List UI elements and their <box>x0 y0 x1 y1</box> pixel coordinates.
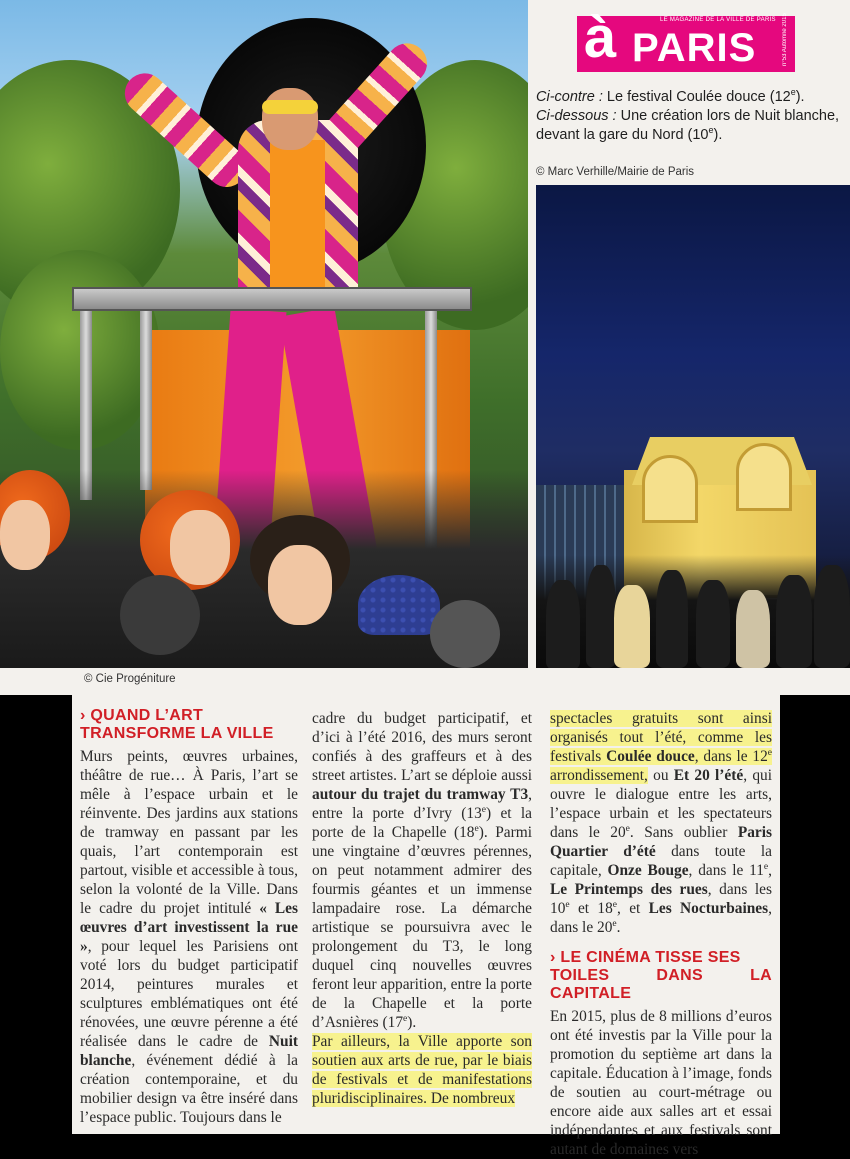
chevron-right-icon: › <box>80 707 86 724</box>
caption-label-left: Ci-contre : <box>536 89 603 105</box>
caption-label-below: Ci-dessous : <box>536 108 617 124</box>
article-column-3 <box>550 709 772 1159</box>
chevron-right-icon: › <box>550 949 556 966</box>
article <box>72 695 780 1158</box>
article-column-2 <box>312 709 532 1108</box>
nuit-blanche-photo <box>536 185 850 668</box>
photo-credit-right: © Marc Verhille/Mairie de Paris <box>536 166 695 178</box>
logo-issue-number: n°53 Automne 2015 <box>782 13 788 66</box>
festival-photo <box>0 0 528 668</box>
paragraph: Murs peints, œuvres urbaines, théâtre de rue… À Paris, l’art se mêle à l’espace urbain et le réinvente. Des jardins aux stations de tramway en passant par les quais, l’art contemporain est partout, visible et accessible à tous, selon la volonté de la Ville. Dans le cadre du projet intitulé « Les œuvres d’art investissent la rue », pour lequel les Parisiens ont voté lors du budget participatif 2014, peintures murales et sculptures emblématiques ont été rénovées, une œuvre pérenne a été réalisée dans le cadre de Nuit blanche, événement dédié à la création contemporaine, et du mobilier design va être inséré dans l’espace public. Toujours dans le <box>80 748 298 1126</box>
logo-accent-letter: à <box>584 5 617 70</box>
paragraph: cadre du budget participatif, et d’ici à l’été 2016, des murs seront confiés à des graffeurs et à des street artistes. L’art se déploie aussi autour du trajet du tramway T3, entre la porte d’Ivry (13e) et la porte de la Chapelle (18e). Parmi une vingtaine d’œuvres pérennes, on peut notamment admirer des fourmis géantes et un immense lampadaire rose. La démarche artistique se poursuivra avec le prolongement du T3, le long duquel cinq nouvelles œuvres feront leur apparition, entre la porte de la Chapelle et la porte d’Asnières (17e). <box>312 710 532 1031</box>
article-column-1 <box>80 707 298 1127</box>
highlighted-paragraph: Par ailleurs, la Ville apporte son soutien aux arts de rue, par le biais de festivals et de manifestations pluridisciplinaires. De nombreux <box>312 1033 532 1107</box>
caption-text-left: Le festival Coulée douce (12 <box>602 89 791 105</box>
section-heading-cinema: › LE CINÉMA TISSE SES TOILES DANS LA CAPITALE <box>550 949 772 1002</box>
photo-caption: Ci-contre : Le festival Coulée douce (12e). Ci-dessous : Une création lors de Nuit blanche, devant la gare du Nord (10e). <box>536 87 840 143</box>
logo-wordmark: PARIS <box>632 26 757 70</box>
caption-text-below: Une création lors de Nuit blanche, devant la gare du Nord (10 <box>536 108 840 143</box>
paragraph: spectacles gratuits sont ainsi organisés tout l’été, comme les festivals Coulée douce, dans le 12e arrondissement, ou Et 20 l’été, qui ouvre le dialogue entre les arts, l’espace urbain et les spectateurs dans le 20e. Sans oublier Paris Quartier d’été dans toute la capitale, Onze Bouge, dans le 11e, Le Printemps des rues, dans les 10e et 18e, et Les Nocturbaines, dans le 20e. <box>550 710 773 936</box>
paragraph: En 2015, plus de 8 millions d’euros ont été investis par la Ville pour la promotion du septième art dans la capitale. Éducation à l’image, fonds de soutien au court-métrage ou encore aide aux salles art et essai indépendantes et aux festivals sont autant de domaines vers <box>550 1008 772 1158</box>
photo-credit-left: © Cie Progéniture <box>84 673 176 685</box>
section-heading-art: › QUAND L’ART TRANSFORME LA VILLE <box>80 707 274 742</box>
logo-tagline: LE MAGAZINE DE LA VILLE DE PARIS <box>660 17 776 23</box>
